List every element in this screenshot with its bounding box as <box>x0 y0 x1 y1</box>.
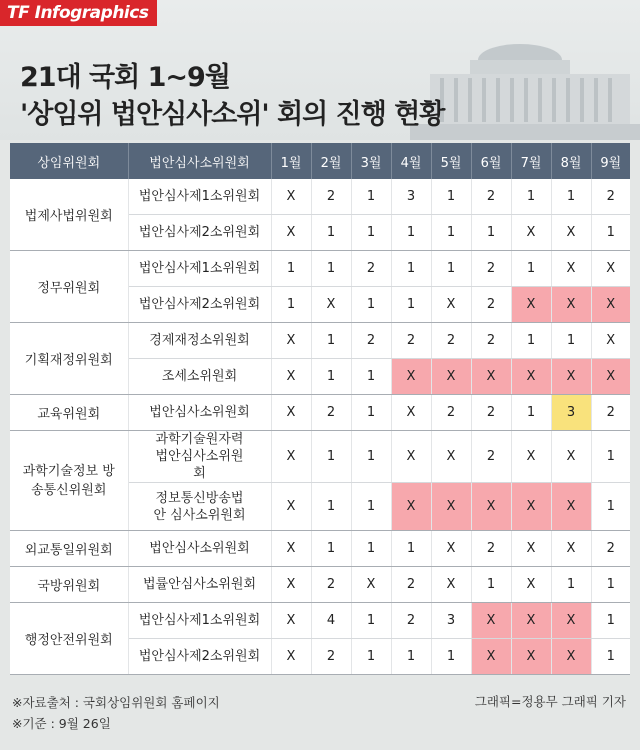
month-1-count-cell: X <box>271 567 311 603</box>
subcommittee-name-cell: 과학기술원자력 법안심사소위원회 <box>128 431 271 483</box>
committee-name-cell: 과학기술정보 방송통신위원회 <box>10 431 128 531</box>
subcommittee-name-cell: 법안심사제2소위원회 <box>128 287 271 323</box>
table-row <box>10 567 630 603</box>
basis-date-note: ※기준 : 9월 26일 <box>12 716 111 731</box>
subcommittee-name-cell: 경제재정소위원회 <box>128 323 271 359</box>
month-4-count-cell: 2 <box>391 567 431 603</box>
month-9-count-cell: 1 <box>591 483 630 531</box>
header-month-2: 2월 <box>311 143 351 179</box>
month-6-count-cell: X <box>471 483 511 531</box>
month-1-count-cell: X <box>271 179 311 215</box>
month-3-count-cell: 1 <box>351 603 391 639</box>
committee-name-cell: 행정안전위원회 <box>10 603 128 675</box>
subcommittee-name-cell: 법안심사제2소위원회 <box>128 639 271 675</box>
month-2-count-cell: 1 <box>311 251 351 287</box>
month-2-count-cell: 1 <box>311 483 351 531</box>
month-7-count-cell: X <box>511 215 551 251</box>
month-8-count-cell: 1 <box>551 179 591 215</box>
month-5-count-cell: 1 <box>431 251 471 287</box>
month-5-count-cell: 1 <box>431 639 471 675</box>
subcommittee-name-cell: 법안심사제1소위원회 <box>128 251 271 287</box>
graphic-credit: 그래픽=정용무 그래픽 기자 <box>474 694 626 709</box>
national-assembly-building-illustration <box>410 20 640 140</box>
committee-name-cell: 법제사법위원회 <box>10 179 128 251</box>
month-5-count-cell: X <box>431 567 471 603</box>
header-committee: 상임위원회 <box>10 143 128 179</box>
month-1-count-cell: X <box>271 483 311 531</box>
month-8-count-cell: 1 <box>551 323 591 359</box>
month-8-count-cell: X <box>551 483 591 531</box>
month-4-count-cell: 1 <box>391 251 431 287</box>
month-6-count-cell: X <box>471 359 511 395</box>
month-1-count-cell: X <box>271 603 311 639</box>
subcommittee-name-cell: 법안심사제1소위원회 <box>128 179 271 215</box>
month-5-count-cell: 2 <box>431 323 471 359</box>
month-3-count-cell: 1 <box>351 215 391 251</box>
month-3-count-cell: 2 <box>351 323 391 359</box>
month-4-count-cell: 1 <box>391 639 431 675</box>
month-4-count-cell: X <box>391 359 431 395</box>
month-3-count-cell: 2 <box>351 251 391 287</box>
month-5-count-cell: 1 <box>431 215 471 251</box>
month-2-count-cell: 1 <box>311 359 351 395</box>
month-7-count-cell: X <box>511 431 551 483</box>
month-3-count-cell: 1 <box>351 639 391 675</box>
table-row <box>10 395 630 431</box>
month-9-count-cell: X <box>591 323 630 359</box>
month-9-count-cell: 2 <box>591 531 630 567</box>
month-2-count-cell: 2 <box>311 639 351 675</box>
month-5-count-cell: 1 <box>431 179 471 215</box>
month-7-count-cell: 1 <box>511 395 551 431</box>
month-5-count-cell: X <box>431 359 471 395</box>
month-1-count-cell: 1 <box>271 251 311 287</box>
month-7-count-cell: X <box>511 531 551 567</box>
month-4-count-cell: 3 <box>391 179 431 215</box>
month-8-count-cell: 3 <box>551 395 591 431</box>
month-9-count-cell: X <box>591 251 630 287</box>
committee-name-cell: 정무위원회 <box>10 251 128 323</box>
month-5-count-cell: X <box>431 531 471 567</box>
month-3-count-cell: 1 <box>351 359 391 395</box>
subcommittee-name-cell: 법률안심사소위원회 <box>128 567 271 603</box>
month-8-count-cell: 1 <box>551 567 591 603</box>
month-6-count-cell: 2 <box>471 179 511 215</box>
month-6-count-cell: 1 <box>471 215 511 251</box>
month-8-count-cell: X <box>551 639 591 675</box>
table-row <box>10 251 630 287</box>
header-banner <box>0 0 640 140</box>
header-month-8: 8월 <box>551 143 591 179</box>
month-7-count-cell: X <box>511 287 551 323</box>
table-row <box>10 323 630 359</box>
month-7-count-cell: X <box>511 359 551 395</box>
month-7-count-cell: X <box>511 567 551 603</box>
month-7-count-cell: X <box>511 639 551 675</box>
month-4-count-cell: 1 <box>391 531 431 567</box>
month-4-count-cell: 1 <box>391 215 431 251</box>
month-9-count-cell: 1 <box>591 603 630 639</box>
subcommittee-name-cell: 법안심사소위원회 <box>128 531 271 567</box>
month-8-count-cell: X <box>551 215 591 251</box>
page-title-line1: 21대 국회 1~9월 <box>20 62 230 93</box>
brand-logo: TF Infographics <box>0 0 157 26</box>
header-month-3: 3월 <box>351 143 391 179</box>
month-5-count-cell: X <box>431 431 471 483</box>
month-2-count-cell: 4 <box>311 603 351 639</box>
month-9-count-cell: X <box>591 287 630 323</box>
header-month-7: 7월 <box>511 143 551 179</box>
month-6-count-cell: 2 <box>471 531 511 567</box>
month-2-count-cell: 2 <box>311 395 351 431</box>
month-6-count-cell: 2 <box>471 251 511 287</box>
month-9-count-cell: 1 <box>591 567 630 603</box>
committee-name-cell: 기획재정위원회 <box>10 323 128 395</box>
month-2-count-cell: X <box>311 287 351 323</box>
month-7-count-cell: 1 <box>511 251 551 287</box>
month-5-count-cell: X <box>431 483 471 531</box>
month-6-count-cell: 1 <box>471 567 511 603</box>
month-8-count-cell: X <box>551 531 591 567</box>
month-6-count-cell: 2 <box>471 287 511 323</box>
month-3-count-cell: 1 <box>351 431 391 483</box>
month-6-count-cell: 2 <box>471 323 511 359</box>
subcommittee-name-cell: 법안심사제2소위원회 <box>128 215 271 251</box>
month-6-count-cell: X <box>471 603 511 639</box>
month-2-count-cell: 1 <box>311 431 351 483</box>
subcommittee-name-cell: 법안심사제1소위원회 <box>128 603 271 639</box>
month-1-count-cell: X <box>271 531 311 567</box>
table-row <box>10 531 630 567</box>
month-4-count-cell: 1 <box>391 287 431 323</box>
month-2-count-cell: 1 <box>311 215 351 251</box>
month-7-count-cell: 1 <box>511 179 551 215</box>
header-month-4: 4월 <box>391 143 431 179</box>
committee-name-cell: 외교통일위원회 <box>10 531 128 567</box>
header-month-6: 6월 <box>471 143 511 179</box>
month-4-count-cell: 2 <box>391 603 431 639</box>
month-8-count-cell: X <box>551 603 591 639</box>
month-2-count-cell: 2 <box>311 567 351 603</box>
table-row <box>10 431 630 483</box>
month-9-count-cell: 1 <box>591 215 630 251</box>
month-8-count-cell: X <box>551 431 591 483</box>
month-6-count-cell: 2 <box>471 431 511 483</box>
month-3-count-cell: 1 <box>351 531 391 567</box>
month-3-count-cell: 1 <box>351 395 391 431</box>
month-4-count-cell: X <box>391 395 431 431</box>
table-row <box>10 603 630 639</box>
month-4-count-cell: 2 <box>391 323 431 359</box>
month-9-count-cell: 2 <box>591 395 630 431</box>
header-month-9: 9월 <box>591 143 630 179</box>
month-1-count-cell: X <box>271 431 311 483</box>
month-5-count-cell: X <box>431 287 471 323</box>
month-4-count-cell: X <box>391 483 431 531</box>
month-9-count-cell: 1 <box>591 431 630 483</box>
month-1-count-cell: X <box>271 215 311 251</box>
committee-name-cell: 국방위원회 <box>10 567 128 603</box>
header-month-1: 1월 <box>271 143 311 179</box>
month-4-count-cell: X <box>391 431 431 483</box>
month-3-count-cell: 1 <box>351 483 391 531</box>
table-row <box>10 179 630 215</box>
month-7-count-cell: X <box>511 603 551 639</box>
subcommittee-name-cell: 조세소위원회 <box>128 359 271 395</box>
month-1-count-cell: X <box>271 639 311 675</box>
month-9-count-cell: 2 <box>591 179 630 215</box>
month-3-count-cell: X <box>351 567 391 603</box>
month-5-count-cell: 2 <box>431 395 471 431</box>
month-2-count-cell: 1 <box>311 531 351 567</box>
page-title-line2: '상임위 법안심사소위' 회의 진행 현황 <box>20 99 445 130</box>
month-3-count-cell: 1 <box>351 287 391 323</box>
month-8-count-cell: X <box>551 287 591 323</box>
header-subcommittee: 법안심사소위원회 <box>128 143 271 179</box>
month-6-count-cell: X <box>471 639 511 675</box>
month-1-count-cell: X <box>271 395 311 431</box>
table-header-row <box>10 143 630 179</box>
subcommittee-name-cell: 법안심사소위원회 <box>128 395 271 431</box>
month-5-count-cell: 3 <box>431 603 471 639</box>
meeting-status-table <box>10 143 630 675</box>
month-8-count-cell: X <box>551 251 591 287</box>
subcommittee-name-cell: 정보통신방송법안 심사소위원회 <box>128 483 271 531</box>
month-3-count-cell: 1 <box>351 179 391 215</box>
month-7-count-cell: 1 <box>511 323 551 359</box>
month-7-count-cell: X <box>511 483 551 531</box>
month-8-count-cell: X <box>551 359 591 395</box>
month-2-count-cell: 1 <box>311 323 351 359</box>
month-1-count-cell: X <box>271 323 311 359</box>
footer-notes <box>12 692 220 734</box>
committee-name-cell: 교육위원회 <box>10 395 128 431</box>
month-9-count-cell: X <box>591 359 630 395</box>
month-1-count-cell: X <box>271 359 311 395</box>
month-9-count-cell: 1 <box>591 639 630 675</box>
month-1-count-cell: 1 <box>271 287 311 323</box>
source-note: ※자료출처 : 국회상임위원회 홈페이지 <box>12 695 220 710</box>
header-month-5: 5월 <box>431 143 471 179</box>
month-6-count-cell: 2 <box>471 395 511 431</box>
month-2-count-cell: 2 <box>311 179 351 215</box>
